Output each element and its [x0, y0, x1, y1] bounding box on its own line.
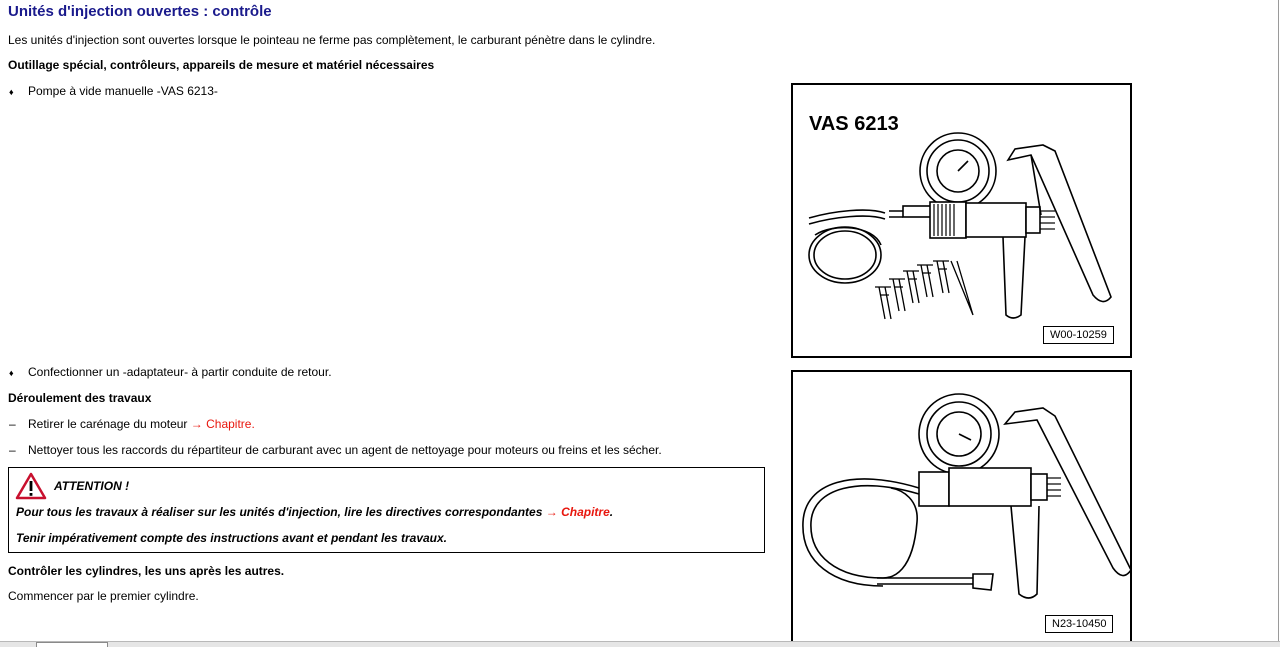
vacuum-pump-hose-illustration [793, 372, 1130, 644]
tool-item-vas6213: Pompe à vide manuelle -VAS 6213- [28, 84, 218, 98]
bullet-icon: ♦ [9, 368, 14, 378]
dash-icon: – [9, 443, 16, 457]
dash-icon: – [9, 417, 16, 431]
warning-title: ATTENTION ! [54, 479, 130, 493]
figure-vas6213 [791, 83, 1132, 358]
procedure-heading: Déroulement des travaux [8, 391, 152, 405]
warning-line-2: Tenir impérativement compte des instructions avant et pendant les travaux. [16, 531, 448, 545]
warning-chapter-link[interactable]: → Chapitre [545, 505, 610, 519]
warning-line-1: Pour tous les travaux à réaliser sur les unités d'injection, lire les directives correspondantes → Chapitre. [16, 505, 614, 519]
step-clean-connections: Nettoyer tous les raccords du répartiteur de carburant avec un agent de nettoyage pour moteurs ou freins et les sécher. [28, 443, 662, 457]
step-remove-cover [28, 417, 255, 431]
tools-heading: Outillage spécial, contrôleurs, appareils de mesure et matériel nécessaires [8, 58, 435, 72]
start-text: Commencer par le premier cylindre. [8, 589, 199, 603]
figure-code-label: N23-10450 [1045, 615, 1113, 633]
warning-box [8, 467, 765, 553]
figure-heading: VAS 6213 [809, 113, 899, 135]
check-heading: Contrôler les cylindres, les uns après les autres. [8, 564, 285, 578]
horizontal-scrollbar[interactable] [0, 641, 1280, 647]
scrollbar-thumb[interactable] [36, 642, 108, 647]
figure-pump-with-hose [791, 370, 1132, 646]
figure-code-label: W00-10259 [1043, 326, 1114, 344]
page-title: Unités d'injection ouvertes : contrôle [8, 3, 272, 20]
step-text: Retirer le carénage du moteur [28, 417, 188, 431]
tool-item-adapter: Confectionner un -adaptateur- à partir conduite de retour. [28, 365, 332, 379]
chapter-link[interactable]: → Chapitre. [190, 417, 255, 431]
intro-text: Les unités d'injection sont ouvertes lorsque le pointeau ne ferme pas complètement, le carburant pénètre dans le cylindre. [8, 33, 656, 47]
vacuum-pump-kit-illustration [793, 85, 1130, 356]
warning-triangle-icon [15, 472, 47, 500]
bullet-icon: ♦ [9, 87, 14, 97]
